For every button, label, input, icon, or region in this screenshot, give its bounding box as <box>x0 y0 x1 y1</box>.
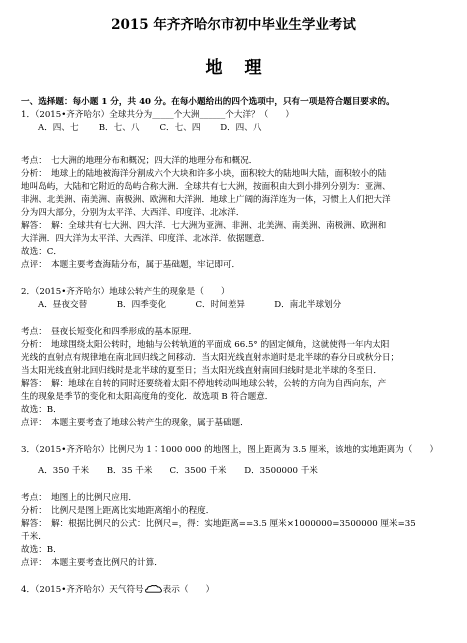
q1-answer: 故选：C． <box>21 247 62 257</box>
q2-jieda-1: 解答： 解：地球在自转的同时还要绕着太阳不停地转动叫地球公转，公转的方向为自西向东，产 <box>21 379 387 389</box>
q1-fenxi-3: 非洲、北美洲、南美洲、南极洲、欧洲和大洋洲．地球上广阔的海洋连为一体，习惯上人们把大洋 <box>21 195 391 205</box>
q1-option-b: B．七、八 <box>98 123 140 133</box>
q1-fenxi-4: 分为四大部分，分别为太平洋、大西洋、印度洋、北冰洋． <box>21 208 245 218</box>
q2-fenxi-1: 分析： 地球围绕太阳公转时，地轴与公转轨道的平面成 66.5° 的固定倾角，这就使得一年内太阳 <box>21 340 390 350</box>
q2-option-b: B．四季变化 <box>116 300 167 310</box>
q2-option-a: A．昼夜交替 <box>38 300 88 310</box>
q3-stem: 3．（2015•齐齐哈尔）比例尺为 1∶1000 000 的地图上，图上距离为 3.5 厘米，该地的实地距离为（ ） <box>21 445 439 455</box>
exam-content <box>21 96 455 597</box>
q3-fenxi: 分析： 比例尺是图上距离比实地距离缩小的程度． <box>21 506 215 516</box>
q1-options <box>21 122 455 135</box>
q4-stem-after: 表示（ ） <box>162 585 215 595</box>
q4-stem-before: 4．（2015•齐齐哈尔）天气符号 <box>21 585 144 595</box>
cloud-icon <box>145 585 162 593</box>
q1-option-d: D．四、八 <box>220 123 262 133</box>
q1-option-a: A．四、七 <box>38 123 79 133</box>
section-heading: 一、选择题：每小题 1 分，共 40 分。在每小题给出的四个选项中，只有一项是符合题目要求的。 <box>21 97 395 107</box>
q3-option-b: B．35 千米 <box>106 466 153 476</box>
exam-title: 2015 年齐齐哈尔市初中毕业生学业考试 <box>111 17 356 33</box>
q2-fenxi-2: 光线的直射点有规律地在南北回归线之间移动．当太阳光线直射赤道时是北半球的春分日或秋分日； <box>21 353 400 363</box>
q3-dianping: 点评： 本题主要考查比例尺的计算． <box>21 558 163 568</box>
q1-fenxi-2: 地叫岛屿，大陆和它附近的岛屿合称大洲．全球共有七大洲，按面积由大到小排列分别为：亚洲、 <box>21 182 391 192</box>
q2-jieda-2: 生的现象是季节的变化和太阳高度角的变化．故选项 B 符合题意． <box>21 392 274 402</box>
q4-stem <box>21 584 455 597</box>
q3-jieda-1: 解答： 解：根据比例尺的公式：比例尺=，得：实地距离==3.5 厘米×1000000=3500000 厘米=35 <box>21 519 416 529</box>
q1-fenxi-1: 分析： 地球上的陆地被海洋分割成六个大块和许多小块，面积较大的陆地叫大陆，面积较小的陆 <box>21 169 387 179</box>
q2-dianping: 点评： 本题主要考查了地球公转产生的现象，属于基础题． <box>21 418 249 428</box>
q2-stem: 2．（2015•齐齐哈尔）地球公转产生的现象是（ ） <box>21 287 230 297</box>
q2-fenxi-3: 当太阳光线直射北回归线时是北半球的夏至日；当太阳光线直射南回归线时是北半球的冬至日． <box>21 366 382 376</box>
q1-stem: 1．（2015•齐齐哈尔）全球共分为_____个大洲______个大洋？（ ） <box>21 110 295 120</box>
q2-options <box>21 299 455 312</box>
q3-option-a: A．350 千米 <box>38 466 90 476</box>
q3-option-c: C．3500 千米 <box>169 466 227 476</box>
q1-dianping: 点评： 本题主要考查海陆分布，属于基础题，牢记即可． <box>21 260 241 270</box>
q1-jieda-1: 解答： 解：全球共有七大洲、四大洋．七大洲为亚洲、非洲、北美洲、南美洲、南极洲、欧洲和 <box>21 221 387 231</box>
q3-kaodian: 考点： 地图上的比例尺应用． <box>21 493 138 503</box>
q1-kaodian: 考点： 七大洲的地理分布和概况；四大洋的地理分布和概况． <box>21 156 258 166</box>
subject-title: 地理 <box>205 58 284 78</box>
q3-jieda-2: 千米． <box>21 532 47 542</box>
q3-options <box>21 465 455 478</box>
q1-option-c: C．七、四 <box>159 123 201 133</box>
q2-option-c: C．时间差异 <box>195 300 246 310</box>
q3-answer: 故选：B． <box>21 545 62 555</box>
q3-option-d: D．3500000 千米 <box>244 466 318 476</box>
q2-answer: 故选：B． <box>21 405 62 415</box>
q2-kaodian: 考点： 昼夜长短变化和四季形成的基本原理． <box>21 327 198 337</box>
q2-option-d: D．南北半球划分 <box>274 300 342 310</box>
q1-jieda-2: 大洋洲．四大洋为太平洋、大西洋、印度洋、北冰洋．依据题意． <box>21 234 271 244</box>
